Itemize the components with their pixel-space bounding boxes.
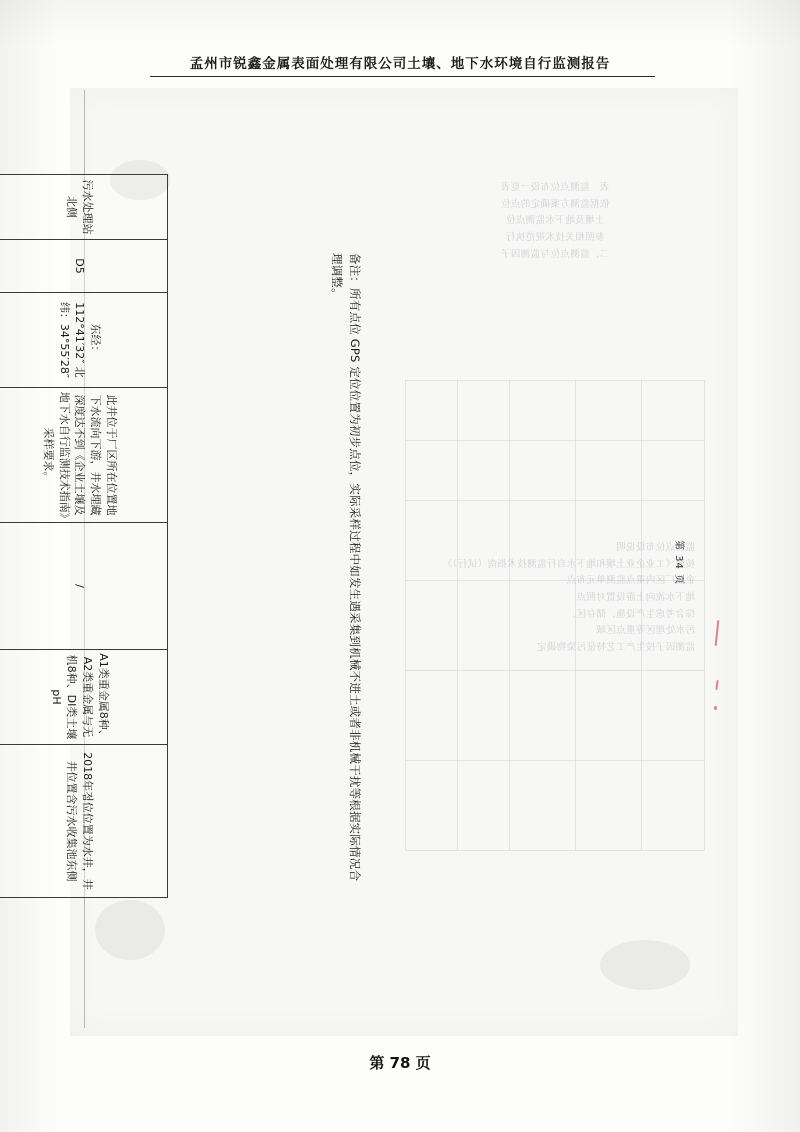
bleed-through-text-top: 表 监测点位布设一览表 依据监测方案确定的点位 土壤及地下水监测点位 参照相关技术规范执行 二、监测点位与监测因子 — [500, 182, 610, 260]
header-divider — [150, 76, 655, 77]
page-footer-number: 第 78 页 — [369, 1054, 431, 1072]
monitoring-points-table — [0, 174, 168, 898]
table-footnote: 备注：所有点位 GPS 定位位置为初步点位，实际采样过程中如发生遇采集到机械不进土或者非机械干扰等根据实际情况合理调整。 — [329, 253, 362, 882]
cell-point-code: D5 — [0, 240, 168, 293]
cell-point-name: 污水处理站北侧 — [0, 175, 168, 240]
table-row — [0, 175, 168, 898]
page-header-title: 孟州市锐鑫金属表面处理有限公司土壤、地下水环境自行监测报告 — [189, 56, 611, 72]
cell-coordinates: 东经：112°41′32″ 北纬：34°55′28″ — [0, 293, 168, 388]
cell-note: 2018年점位位置为水井，井井位置含污水收集池东侧 — [0, 745, 168, 898]
cell-reason: 此井位于厂区所在位置地下水流向下游，井水埋藏深度达不到《企业土壤及地下水自行监测技术指南》采样要求。 — [0, 388, 168, 523]
cell-factors: A1类重金属8种、A2类重金属与无机8种、DI类土壤pH — [0, 650, 168, 745]
paper-sheet — [70, 88, 738, 1036]
cell-blank: / — [0, 523, 168, 650]
bleed-through-text-bottom: 监测点位布设说明 按照《工业企业土壤和地下水自行监测技术指南（试行）》 企业厂区内重点监测单元布点 地下水流向上游设置对照点 综合考虑生产设施、储存区、 污水处理区等重点区域 监测因子按生产工艺特征污染物确定 — [442, 542, 695, 653]
original-page-number: 第 34 页 — [673, 540, 684, 586]
